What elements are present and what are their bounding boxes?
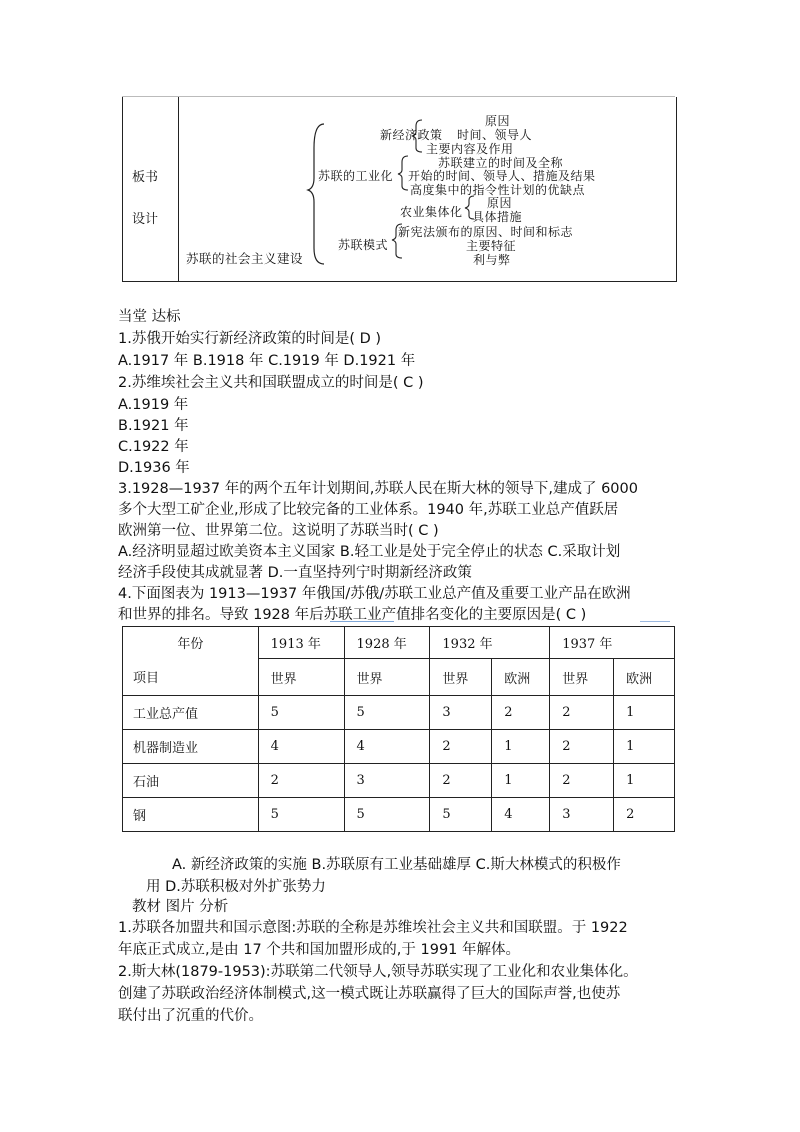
table-row-name: 工业总产值: [123, 696, 259, 730]
model-title: 苏联模式: [338, 238, 389, 252]
table-year-1928: 1928 年: [344, 627, 430, 659]
section-title-analysis: 教材 图片 分析: [132, 899, 229, 915]
question-2-option-c: C.1922 年: [118, 439, 189, 455]
question-2-option-b: B.1921 年: [118, 418, 189, 434]
table-corner-top: 年份: [123, 627, 259, 659]
question-3-line-1: 3.1928—1937 年的两个五年计划期间,苏联人民在斯大林的领导下,建成了 6000: [118, 481, 638, 497]
collectivization-item-2: 具体措施: [472, 210, 523, 224]
table-cell: 3: [344, 764, 430, 798]
table-cell: 5: [344, 696, 430, 730]
question-3-line-5: 经济手段使其成就显著 D.一直坚持列宁时期新经济政策: [118, 565, 472, 581]
analysis-line-4: 创建了苏联政治经济体制模式,这一模式既让苏联赢得了巨大的国际声誉,也使苏: [118, 986, 621, 1002]
table-cell: 2: [550, 696, 614, 730]
analysis-line-1: 1.苏联各加盟共和国示意图:苏联的全称是苏维埃社会主义共和国联盟。于 1922: [118, 920, 628, 936]
table-sub-header: 世界: [258, 659, 344, 696]
table-cell: 2: [430, 764, 492, 798]
industrialization-item-2: 开始的时间、领导人、措施及结果: [408, 169, 596, 183]
nep-title: 新经济政策: [380, 128, 443, 142]
board-label-2: 设计: [132, 212, 159, 227]
board-root-title: 苏联的社会主义建设: [186, 251, 304, 266]
table-cell: 2: [492, 696, 550, 730]
question-1: 1.苏俄开始实行新经济政策的时间是( D ): [118, 331, 382, 347]
table-cell: 1: [614, 696, 675, 730]
table-row: [123, 730, 675, 764]
table-sub-header: 欧洲: [492, 659, 550, 696]
industrialization-item-3: 高度集中的指令性计划的优缺点: [410, 183, 586, 197]
table-cell: 4: [258, 730, 344, 764]
table-cell: 1: [492, 730, 550, 764]
table-row: [123, 798, 675, 832]
question-3-line-2: 多个大型工矿企业,形成了比较完备的工业体系。1940 年,苏联工业总产值跃居: [118, 502, 619, 518]
table-sub-header: 世界: [550, 659, 614, 696]
table-cell: 5: [430, 798, 492, 832]
question-2-option-a: A.1919 年: [118, 397, 189, 413]
nep-item-2: 时间、领导人: [457, 128, 533, 142]
ranking-table: [122, 626, 675, 832]
table-corner-bottom: 项目: [123, 659, 259, 696]
table-cell: 2: [550, 764, 614, 798]
table-cell: 2: [258, 764, 344, 798]
table-row-name: 机器制造业: [123, 730, 259, 764]
industrialization-title: 苏联的工业化: [318, 169, 394, 183]
table-cell: 2: [550, 730, 614, 764]
table-cell: 5: [344, 798, 430, 832]
table-cell: 4: [344, 730, 430, 764]
decorative-blue-stroke: [330, 621, 394, 622]
decorative-blue-stroke-2: [640, 621, 670, 622]
question-4-line-1: 4.下面图表为 1913—1937 年俄国/苏俄/苏联工业总产值及重要工业产品在欧洲: [118, 586, 631, 602]
table-year-1913: 1913 年: [258, 627, 344, 659]
question-4-options-line-2: 用 D.苏联积极对外扩张势力: [146, 879, 326, 895]
question-2: 2.苏维埃社会主义共和国联盟成立的时间是( C ): [118, 375, 424, 391]
collectivization-title: 农业集体化: [400, 205, 463, 219]
table-row: [123, 696, 675, 730]
collectivization-item-1: 原因: [487, 196, 513, 210]
board-column-divider: [178, 97, 179, 281]
question-3-line-3: 欧洲第一位、世界第二位。这说明了苏联当时( C ): [118, 523, 439, 539]
table-cell: 3: [550, 798, 614, 832]
table-cell: 3: [430, 696, 492, 730]
table-sub-header: 世界: [344, 659, 430, 696]
table-cell: 5: [258, 696, 344, 730]
table-cell: 2: [614, 798, 675, 832]
table-cell: 1: [492, 764, 550, 798]
question-4-options-line-1: A. 新经济政策的实施 B.苏联原有工业基础雄厚 C.斯大林模式的积极作: [172, 857, 621, 873]
analysis-line-3: 2.斯大林(1879-1953):苏联第二代领导人,领导苏联实现了工业化和农业集体化。: [118, 964, 638, 980]
industrialization-item-1: 苏联建立的时间及全称: [438, 156, 564, 170]
table-sub-header: 欧洲: [614, 659, 675, 696]
nep-item-3: 主要内容及作用: [426, 142, 514, 156]
table-sub-header: 世界: [430, 659, 492, 696]
table-row-name: 钢: [123, 798, 259, 832]
nep-item-1: 原因: [485, 114, 511, 128]
table-row-name: 石油: [123, 764, 259, 798]
table-year-1932: 1932 年: [430, 627, 550, 659]
table-cell: 1: [614, 730, 675, 764]
board-label-1: 板书: [132, 170, 159, 185]
model-item-1: 新宪法颁布的原因、时间和标志: [398, 225, 574, 239]
table-cell: 2: [430, 730, 492, 764]
model-item-3: 利与弊: [473, 253, 511, 267]
section-title-practice: 当堂 达标: [118, 309, 181, 325]
question-2-option-d: D.1936 年: [118, 460, 190, 476]
table-cell: 5: [258, 798, 344, 832]
table-year-1937: 1937 年: [550, 627, 675, 659]
analysis-line-5: 联付出了沉重的代价。: [118, 1008, 263, 1024]
table-cell: 1: [614, 764, 675, 798]
table-cell: 4: [492, 798, 550, 832]
table-row: [123, 764, 675, 798]
analysis-line-2: 年底正式成立,是由 17 个共和国加盟形成的,于 1991 年解体。: [118, 942, 521, 958]
question-1-options: A.1917 年 B.1918 年 C.1919 年 D.1921 年: [118, 353, 416, 369]
model-item-2: 主要特征: [466, 239, 517, 253]
question-4-line-2: 和世界的排名。导致 1928 年后苏联工业产值排名变化的主要原因是( C ): [118, 607, 587, 623]
question-3-line-4: A.经济明显超过欧美资本主义国家 B.轻工业是处于完全停止的状态 C.采取计划: [118, 544, 621, 560]
